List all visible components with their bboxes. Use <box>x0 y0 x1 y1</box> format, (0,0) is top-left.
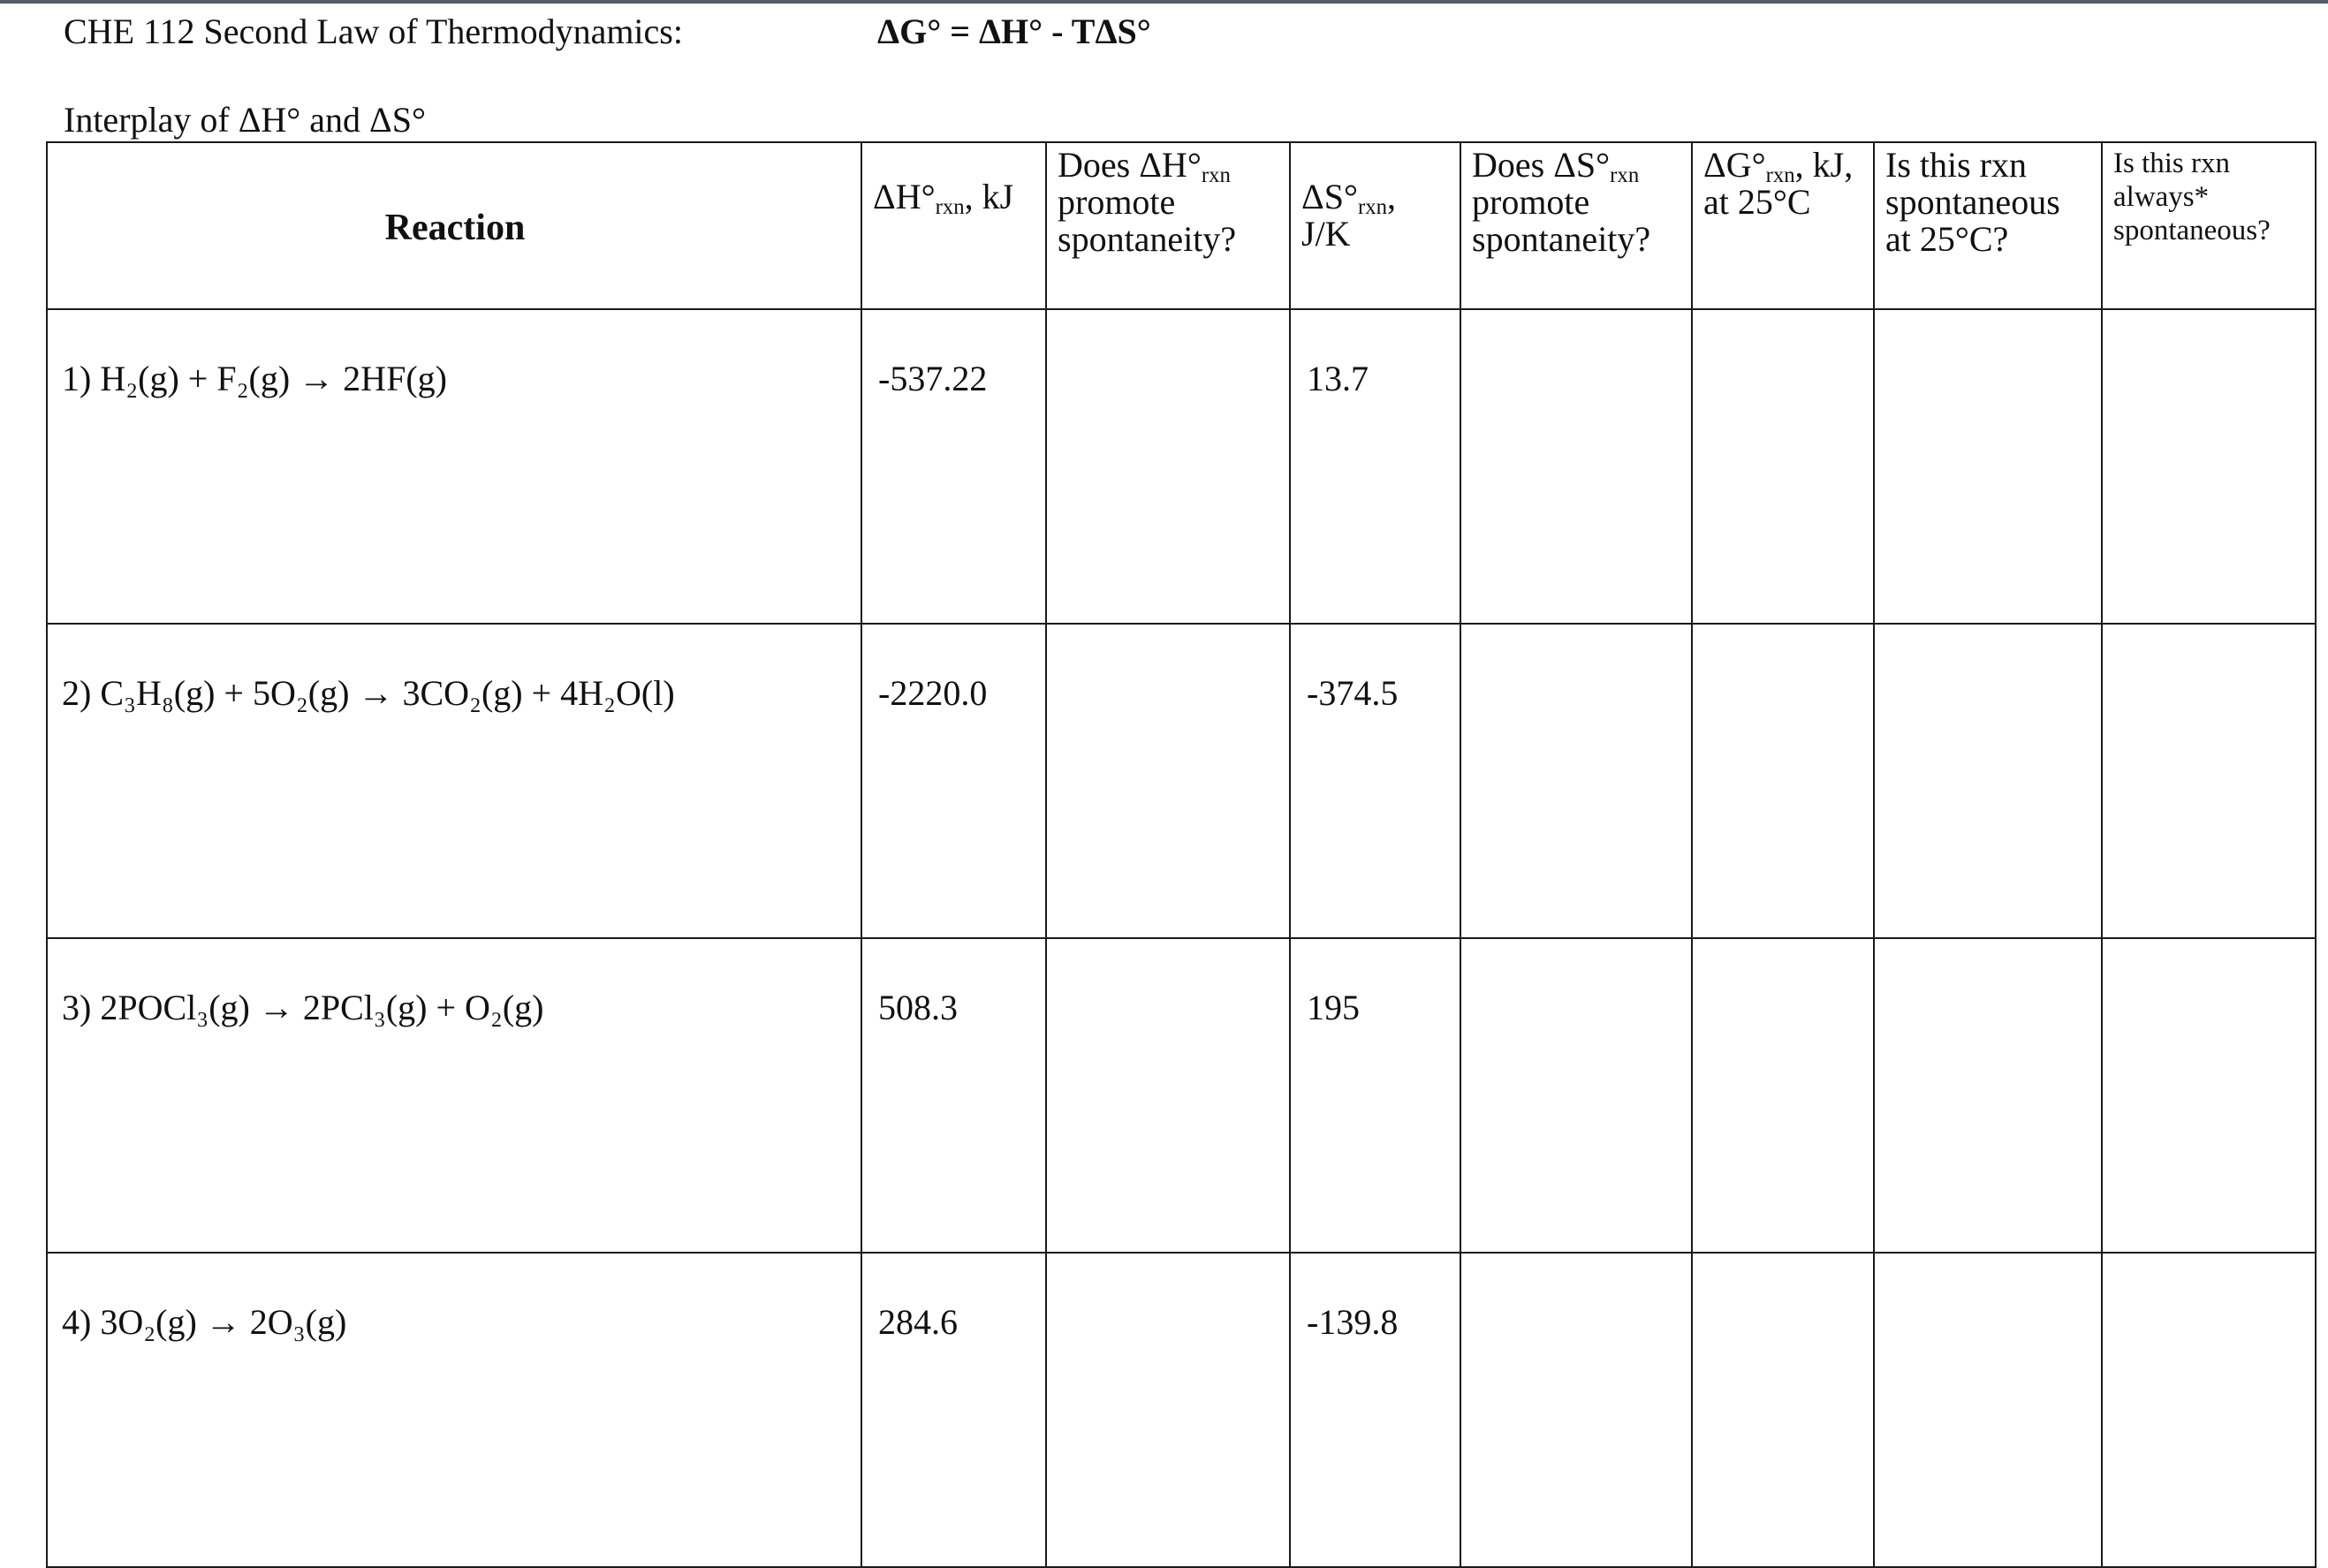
dh-value: 508.3 <box>861 938 1046 1253</box>
dg-answer <box>1692 624 1874 938</box>
dg-answer <box>1692 938 1874 1253</box>
ds-promote-answer <box>1460 938 1692 1253</box>
always-spontaneous-answer <box>2102 1253 2316 1567</box>
header-ds-promote <box>1460 142 1692 309</box>
dh-value: 284.6 <box>861 1253 1046 1567</box>
header-ds-symbol: ΔS° <box>1301 177 1358 216</box>
spontaneous-25c-answer <box>1874 624 2102 938</box>
header-dh-unit: , kJ <box>964 177 1014 216</box>
spontaneous-25c-answer <box>1874 1253 2102 1567</box>
reaction-cell: 4) 3O₂(g) → 2O₃(g) <box>47 1253 861 1567</box>
ds-value: 13.7 <box>1290 309 1460 624</box>
dh-value: -537.22 <box>861 309 1046 624</box>
dg-answer <box>1692 1253 1874 1567</box>
header-always-spontaneous: Is this rxn always* spontaneous? <box>2102 142 2316 309</box>
table-row <box>47 624 2316 938</box>
header-reaction: Reaction <box>47 142 861 309</box>
dh-promote-answer <box>1046 624 1290 938</box>
reaction-cell: 1) H₂(g) + F₂(g) → 2HF(g) <box>47 309 861 624</box>
top-border <box>0 0 2328 4</box>
header-ds <box>1290 142 1460 309</box>
table-row <box>47 1253 2316 1567</box>
ds-value: -139.8 <box>1290 1253 1460 1567</box>
ds-value: 195 <box>1290 938 1460 1253</box>
header-ds-promote-sub: rxn <box>1610 163 1640 188</box>
spontaneous-25c-answer <box>1874 309 2102 624</box>
always-spontaneous-answer <box>2102 938 2316 1253</box>
always-spontaneous-answer <box>2102 309 2316 624</box>
dh-promote-answer <box>1046 938 1290 1253</box>
header-dh-sub: rxn <box>935 195 965 220</box>
header-dh-promote-symbol: Does ΔH° <box>1058 145 1202 185</box>
ds-value: -374.5 <box>1290 624 1460 938</box>
header-dh <box>861 142 1046 309</box>
header-spontaneous-25c: Is this rxn spontaneous at 25°C? <box>1874 142 2102 309</box>
header-dg-symbol: ΔG° <box>1703 145 1766 185</box>
dh-promote-answer <box>1046 309 1290 624</box>
header-dh-symbol: ΔH° <box>873 177 936 216</box>
page-title: CHE 112 Second Law of Thermodynamics: <box>64 11 683 51</box>
gibbs-formula: ΔG° = ΔH° - TΔS° <box>877 11 1151 51</box>
header-dh-promote-sub: rxn <box>1201 163 1231 188</box>
table-row <box>47 938 2316 1253</box>
section-subtitle: Interplay of ΔH° and ΔS° <box>64 100 427 140</box>
ds-promote-answer <box>1460 1253 1692 1567</box>
thermo-table <box>46 141 2317 1568</box>
spontaneous-25c-answer <box>1874 938 2102 1253</box>
header-dh-promote-text: promote spontaneity? <box>1058 182 1237 259</box>
header-dh-promote <box>1046 142 1290 309</box>
dh-promote-answer <box>1046 1253 1290 1567</box>
header-dg-unit: , kJ, at 25°C <box>1703 145 1854 222</box>
reaction-cell: 2) C₃H₈(g) + 5O₂(g) → 3CO₂(g) + 4H₂O(l) <box>47 624 861 938</box>
header-ds-promote-symbol: Does ΔS° <box>1472 145 1611 185</box>
header-row <box>47 142 2316 309</box>
header-dg <box>1692 142 1874 309</box>
header-ds-promote-text: promote spontaneity? <box>1472 182 1651 259</box>
table-row <box>47 309 2316 624</box>
header-ds-unit: , J/K <box>1301 177 1397 254</box>
header-dg-sub: rxn <box>1765 163 1795 188</box>
always-spontaneous-answer <box>2102 624 2316 938</box>
header-ds-sub: rxn <box>1357 195 1388 220</box>
ds-promote-answer <box>1460 624 1692 938</box>
dh-value: -2220.0 <box>861 624 1046 938</box>
ds-promote-answer <box>1460 309 1692 624</box>
dg-answer <box>1692 309 1874 624</box>
reaction-cell: 3) 2POCl₃(g) → 2PCl₃(g) + O₂(g) <box>47 938 861 1253</box>
